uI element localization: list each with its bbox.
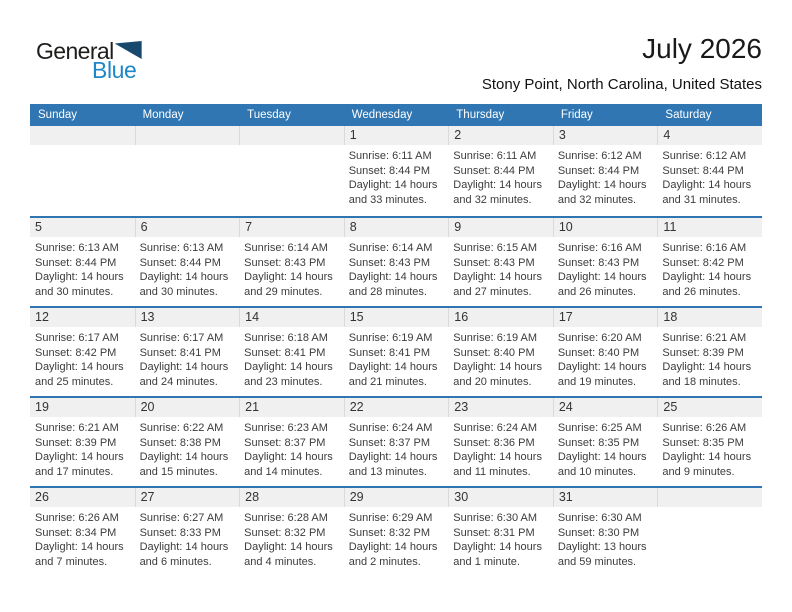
- day-details: [135, 507, 240, 569]
- sunrise-line: Sunrise: 6:12 AM: [662, 150, 747, 162]
- day-cell-8: [344, 218, 449, 306]
- logo-general-text: General: [36, 38, 114, 64]
- sunset-line: Sunset: 8:44 PM: [557, 164, 640, 177]
- day-cell-5: [30, 218, 135, 306]
- day-cell-13: [135, 308, 240, 396]
- sunrise-line: Sunrise: 6:20 AM: [557, 332, 642, 344]
- day-details: [344, 507, 449, 569]
- day-cell-31: [553, 488, 658, 576]
- sunset-line: Sunset: 8:39 PM: [35, 436, 117, 449]
- sunset-line: Sunset: 8:43 PM: [244, 256, 326, 269]
- day-cell-27: [135, 488, 240, 576]
- sunset-line: Sunset: 8:33 PM: [139, 526, 221, 539]
- day-details: [553, 327, 658, 389]
- day-details: [30, 327, 135, 389]
- day-cell-24: [553, 398, 658, 486]
- daylight-line: Daylight: 14 hours and 14 minutes.: [244, 451, 333, 478]
- day-number-strip: [657, 398, 762, 417]
- day-number-strip: [657, 126, 762, 145]
- weekday-label-friday: Friday: [560, 109, 593, 121]
- day-cell-26: [30, 488, 135, 576]
- day-number-strip: [239, 398, 344, 417]
- daylight-line: Daylight: 14 hours and 24 minutes.: [139, 361, 229, 388]
- sunset-line: Sunset: 8:44 PM: [453, 164, 535, 177]
- day-details: [30, 237, 135, 299]
- daylight-line: Daylight: 14 hours and 30 minutes.: [139, 271, 229, 298]
- sunrise-line: Sunrise: 6:30 AM: [557, 512, 642, 524]
- day-cell-7: [239, 218, 344, 306]
- day-number-strip: [30, 488, 135, 507]
- sunset-line: Sunset: 8:35 PM: [662, 436, 744, 449]
- sunset-line: Sunset: 8:30 PM: [557, 526, 640, 539]
- day-number-strip: [135, 218, 240, 237]
- day-cell-10: [553, 218, 658, 306]
- day-details: [239, 417, 344, 479]
- day-number-strip: [553, 398, 658, 417]
- day-details: [657, 417, 762, 479]
- day-cell-18: [657, 308, 762, 396]
- day-cell-9: [448, 218, 553, 306]
- daylight-line: Daylight: 13 hours and 59 minutes.: [557, 541, 647, 568]
- day-number: 5: [35, 220, 42, 234]
- daylight-line: Daylight: 14 hours and 13 minutes.: [348, 451, 438, 478]
- day-number-strip: [30, 126, 135, 145]
- daylight-line: Daylight: 14 hours and 28 minutes.: [348, 271, 438, 298]
- day-number-strip: [448, 218, 553, 237]
- daylight-line: Daylight: 14 hours and 2 minutes.: [348, 541, 438, 568]
- day-number-strip: [448, 126, 553, 145]
- sunset-line: Sunset: 8:35 PM: [557, 436, 640, 449]
- daylight-line: Daylight: 14 hours and 33 minutes.: [348, 179, 438, 206]
- sunrise-line: Sunrise: 6:25 AM: [557, 422, 642, 434]
- sunset-line: Sunset: 8:38 PM: [139, 436, 221, 449]
- day-number-strip: [239, 488, 344, 507]
- day-number: 11: [663, 220, 677, 234]
- day-number: 15: [349, 310, 364, 324]
- day-number: 25: [663, 400, 678, 414]
- weekday-header: [30, 104, 762, 126]
- day-cell-4: [657, 126, 762, 216]
- week-row: [30, 306, 762, 396]
- day-cell-28: [239, 488, 344, 576]
- day-number: 21: [245, 400, 260, 414]
- sunrise-line: Sunrise: 6:27 AM: [139, 512, 224, 524]
- sunset-line: Sunset: 8:41 PM: [139, 346, 221, 359]
- sunrise-line: Sunrise: 6:28 AM: [244, 512, 328, 524]
- day-details: [30, 507, 135, 569]
- sunset-line: Sunset: 8:36 PM: [453, 436, 535, 449]
- day-number-strip: [239, 218, 344, 237]
- calendar: [30, 104, 762, 576]
- day-details: [448, 417, 553, 479]
- logo-blue-text: Blue: [92, 57, 137, 83]
- day-number: 27: [140, 490, 155, 504]
- day-details: [448, 145, 553, 207]
- day-number: 4: [663, 128, 671, 142]
- day-number-strip: [239, 308, 344, 327]
- day-number-strip: [448, 488, 553, 507]
- week-row: [30, 486, 762, 576]
- day-number: 6: [140, 220, 148, 234]
- day-number-strip: [344, 398, 449, 417]
- daylight-line: Daylight: 14 hours and 30 minutes.: [35, 271, 124, 298]
- day-details: [344, 145, 449, 207]
- daylight-line: Daylight: 14 hours and 17 minutes.: [35, 451, 124, 478]
- day-number: 10: [558, 220, 573, 234]
- sunset-line: Sunset: 8:42 PM: [662, 256, 744, 269]
- sunrise-line: Sunrise: 6:17 AM: [139, 332, 224, 344]
- weekday-label-monday: Monday: [142, 109, 184, 121]
- day-number: 8: [349, 220, 357, 234]
- day-number: 26: [35, 490, 49, 504]
- day-number-strip: [135, 126, 240, 145]
- day-number: 18: [663, 310, 678, 324]
- day-details: [448, 507, 553, 569]
- day-cell-1: [344, 126, 449, 216]
- day-number: 28: [245, 490, 260, 504]
- day-cell-21: [239, 398, 344, 486]
- daylight-line: Daylight: 14 hours and 4 minutes.: [244, 541, 333, 568]
- sunset-line: Sunset: 8:43 PM: [557, 256, 640, 269]
- day-details: [448, 237, 553, 299]
- sunset-line: Sunset: 8:41 PM: [348, 346, 431, 359]
- day-details: [657, 327, 762, 389]
- day-number-strip: [448, 398, 553, 417]
- daylight-line: Daylight: 14 hours and 6 minutes.: [139, 541, 229, 568]
- sunrise-line: Sunrise: 6:13 AM: [35, 242, 119, 254]
- sunrise-line: Sunrise: 6:14 AM: [348, 242, 433, 254]
- day-cell-empty: [239, 126, 344, 216]
- day-number-strip: [344, 308, 449, 327]
- day-details: [344, 417, 449, 479]
- day-cell-12: [30, 308, 135, 396]
- day-number-strip: [657, 218, 762, 237]
- daylight-line: Daylight: 14 hours and 19 minutes.: [557, 361, 647, 388]
- day-cell-empty: [657, 488, 762, 576]
- sunrise-line: Sunrise: 6:18 AM: [244, 332, 328, 344]
- day-details: [135, 327, 240, 389]
- sunrise-line: Sunrise: 6:24 AM: [348, 422, 433, 434]
- day-details: [553, 417, 658, 479]
- day-number: 17: [558, 310, 573, 324]
- day-cell-11: [657, 218, 762, 306]
- sunset-line: Sunset: 8:41 PM: [244, 346, 326, 359]
- day-cell-15: [344, 308, 449, 396]
- day-cell-25: [657, 398, 762, 486]
- sunset-line: Sunset: 8:40 PM: [453, 346, 535, 359]
- day-number-strip: [553, 488, 658, 507]
- sunrise-line: Sunrise: 6:11 AM: [453, 150, 537, 162]
- sunrise-line: Sunrise: 6:29 AM: [348, 512, 433, 524]
- day-number: 23: [454, 400, 469, 414]
- sunset-line: Sunset: 8:34 PM: [35, 526, 117, 539]
- daylight-line: Daylight: 14 hours and 21 minutes.: [348, 361, 438, 388]
- sunset-line: Sunset: 8:37 PM: [348, 436, 431, 449]
- page-subtitle: Stony Point, North Carolina, United States: [481, 75, 762, 93]
- day-details: [239, 507, 344, 569]
- day-number: 22: [349, 400, 364, 414]
- sunrise-line: Sunrise: 6:16 AM: [662, 242, 747, 254]
- day-number-strip: [135, 398, 240, 417]
- day-number-strip: [553, 218, 658, 237]
- title-block: [482, 34, 762, 93]
- sunrise-line: Sunrise: 6:26 AM: [662, 422, 747, 434]
- weekday-label-tuesday: Tuesday: [247, 109, 291, 121]
- week-row: [30, 396, 762, 486]
- day-cell-22: [344, 398, 449, 486]
- sunrise-line: Sunrise: 6:30 AM: [453, 512, 538, 524]
- day-number-strip: [344, 218, 449, 237]
- sunrise-line: Sunrise: 6:24 AM: [453, 422, 538, 434]
- week-row: [30, 216, 762, 306]
- day-cell-23: [448, 398, 553, 486]
- day-number: 31: [558, 490, 573, 504]
- daylight-line: Daylight: 14 hours and 32 minutes.: [557, 179, 647, 206]
- day-number-strip: [344, 126, 449, 145]
- daylight-line: Daylight: 14 hours and 31 minutes.: [662, 179, 752, 206]
- sunset-line: Sunset: 8:42 PM: [35, 346, 117, 359]
- daylight-line: Daylight: 14 hours and 29 minutes.: [244, 271, 333, 298]
- day-number-strip: [553, 308, 658, 327]
- day-number-strip: [344, 488, 449, 507]
- day-details: [553, 237, 658, 299]
- day-cell-17: [553, 308, 658, 396]
- daylight-line: Daylight: 14 hours and 15 minutes.: [139, 451, 229, 478]
- sunset-line: Sunset: 8:43 PM: [453, 256, 535, 269]
- weekday-label-thursday: Thursday: [456, 109, 505, 121]
- day-cell-16: [448, 308, 553, 396]
- daylight-line: Daylight: 14 hours and 25 minutes.: [35, 361, 124, 388]
- day-cell-30: [448, 488, 553, 576]
- daylight-line: Daylight: 14 hours and 9 minutes.: [662, 451, 752, 478]
- day-number: 24: [558, 400, 573, 414]
- day-cell-19: [30, 398, 135, 486]
- day-cell-29: [344, 488, 449, 576]
- day-number-strip: [30, 308, 135, 327]
- sunrise-line: Sunrise: 6:16 AM: [557, 242, 642, 254]
- day-number: 2: [454, 128, 462, 142]
- day-details: [239, 327, 344, 389]
- day-number-strip: [239, 126, 344, 145]
- sunrise-line: Sunrise: 6:14 AM: [244, 242, 328, 254]
- sunrise-line: Sunrise: 6:17 AM: [35, 332, 119, 344]
- sunrise-line: Sunrise: 6:13 AM: [139, 242, 224, 254]
- day-details: [657, 237, 762, 299]
- sunrise-line: Sunrise: 6:12 AM: [557, 150, 642, 162]
- day-number: 19: [35, 400, 49, 414]
- day-cell-14: [239, 308, 344, 396]
- day-details: [30, 417, 135, 479]
- sunrise-line: Sunrise: 6:26 AM: [35, 512, 119, 524]
- day-number-strip: [135, 308, 240, 327]
- day-number: 16: [454, 310, 469, 324]
- general-blue-logo: [36, 40, 146, 82]
- day-number-strip: [553, 126, 658, 145]
- sunrise-line: Sunrise: 6:23 AM: [244, 422, 328, 434]
- day-cell-3: [553, 126, 658, 216]
- daylight-line: Daylight: 14 hours and 10 minutes.: [557, 451, 647, 478]
- day-details: [239, 237, 344, 299]
- day-number: 1: [349, 128, 357, 142]
- sunset-line: Sunset: 8:40 PM: [557, 346, 640, 359]
- day-cell-empty: [135, 126, 240, 216]
- week-row: [30, 126, 762, 216]
- day-number: 12: [35, 310, 49, 324]
- day-number: 7: [245, 220, 253, 234]
- daylight-line: Daylight: 14 hours and 18 minutes.: [662, 361, 752, 388]
- sunset-line: Sunset: 8:31 PM: [453, 526, 535, 539]
- day-cell-20: [135, 398, 240, 486]
- daylight-line: Daylight: 14 hours and 20 minutes.: [453, 361, 542, 388]
- day-number-strip: [657, 308, 762, 327]
- sunset-line: Sunset: 8:37 PM: [244, 436, 326, 449]
- day-details: [344, 327, 449, 389]
- day-details: [448, 327, 553, 389]
- sunset-line: Sunset: 8:44 PM: [35, 256, 117, 269]
- sunset-line: Sunset: 8:44 PM: [348, 164, 431, 177]
- sunset-line: Sunset: 8:32 PM: [244, 526, 326, 539]
- daylight-line: Daylight: 14 hours and 7 minutes.: [35, 541, 124, 568]
- day-number: 13: [140, 310, 155, 324]
- day-number: 9: [454, 220, 462, 234]
- daylight-line: Daylight: 14 hours and 27 minutes.: [453, 271, 542, 298]
- sunrise-line: Sunrise: 6:19 AM: [453, 332, 538, 344]
- day-cell-empty: [30, 126, 135, 216]
- daylight-line: Daylight: 14 hours and 32 minutes.: [453, 179, 542, 206]
- page-title: July 2026: [642, 33, 762, 64]
- sunset-line: Sunset: 8:43 PM: [348, 256, 431, 269]
- weekday-label-wednesday: Wednesday: [351, 109, 413, 121]
- sunrise-line: Sunrise: 6:15 AM: [453, 242, 538, 254]
- sunrise-line: Sunrise: 6:22 AM: [139, 422, 224, 434]
- sunrise-line: Sunrise: 6:21 AM: [35, 422, 119, 434]
- weekday-label-saturday: Saturday: [665, 109, 712, 121]
- daylight-line: Daylight: 14 hours and 11 minutes.: [453, 451, 542, 478]
- day-number: 3: [558, 128, 566, 142]
- weekday-label-sunday: Sunday: [38, 109, 78, 121]
- sunrise-line: Sunrise: 6:19 AM: [348, 332, 433, 344]
- calendar-grid: [30, 126, 762, 576]
- day-number-strip: [448, 308, 553, 327]
- sunrise-line: Sunrise: 6:11 AM: [348, 150, 432, 162]
- day-details: [344, 237, 449, 299]
- sunset-line: Sunset: 8:32 PM: [348, 526, 431, 539]
- daylight-line: Daylight: 14 hours and 1 minute.: [453, 541, 542, 568]
- day-number: 29: [349, 490, 364, 504]
- sunset-line: Sunset: 8:39 PM: [662, 346, 744, 359]
- day-number-strip: [30, 398, 135, 417]
- day-number: 14: [245, 310, 260, 324]
- daylight-line: Daylight: 14 hours and 26 minutes.: [662, 271, 752, 298]
- sunrise-line: Sunrise: 6:21 AM: [662, 332, 747, 344]
- day-details: [553, 507, 658, 569]
- day-details: [553, 145, 658, 207]
- day-cell-6: [135, 218, 240, 306]
- daylight-line: Daylight: 14 hours and 23 minutes.: [244, 361, 333, 388]
- daylight-line: Daylight: 14 hours and 26 minutes.: [557, 271, 647, 298]
- day-number-strip: [135, 488, 240, 507]
- day-cell-2: [448, 126, 553, 216]
- day-details: [135, 417, 240, 479]
- day-details: [135, 237, 240, 299]
- day-number-strip: [657, 488, 762, 507]
- day-details: [657, 145, 762, 207]
- sunset-line: Sunset: 8:44 PM: [139, 256, 221, 269]
- sunset-line: Sunset: 8:44 PM: [662, 164, 744, 177]
- day-number: 30: [454, 490, 469, 504]
- day-number-strip: [30, 218, 135, 237]
- day-number: 20: [140, 400, 155, 414]
